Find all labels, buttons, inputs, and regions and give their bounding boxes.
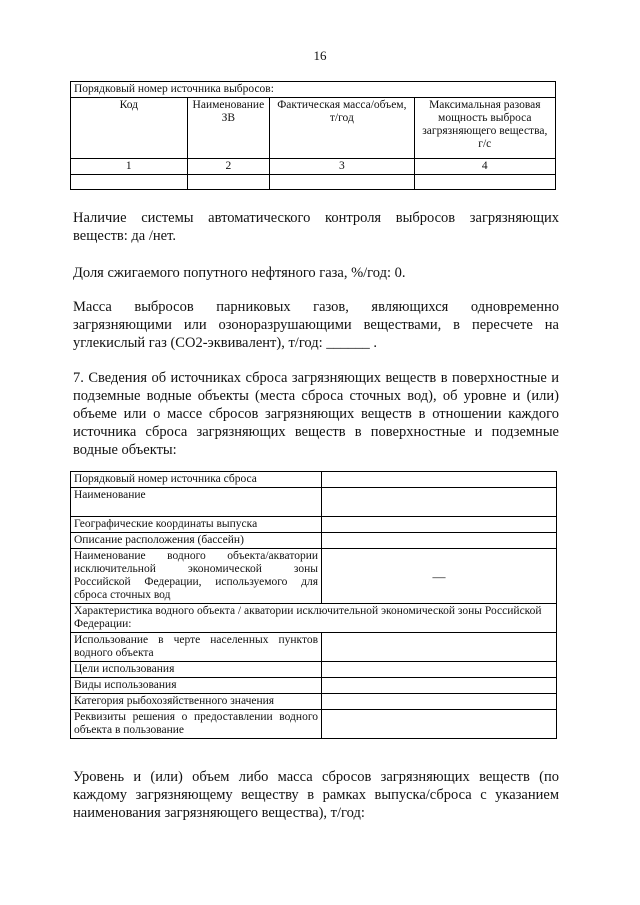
discharge-location-value	[322, 533, 557, 549]
discharge-name-label: Наименование	[71, 488, 322, 517]
column-number-2: 2	[187, 159, 270, 175]
header-code: Код	[71, 98, 188, 159]
empty-cell	[414, 175, 555, 190]
emission-source-number-row	[71, 82, 556, 98]
auto-control-paragraph: Наличие системы автоматического контроля выбросов загрязняющих веществ: да /нет.	[73, 210, 559, 244]
use-purpose-label: Цели использования	[71, 662, 322, 678]
greenhouse-gas-paragraph: Масса выбросов парниковых газов, являющихся одновременно загрязняющими или озоноразрушающими веществами, в пересчете на углекислый газ (СО2-эквивалент), т/год: ______ .	[73, 299, 559, 351]
water-body-characteristic-header: Характеристика водного объекта / акватории исключительной экономической зоны Российской Федерации:	[71, 604, 557, 633]
use-types-value	[322, 678, 557, 694]
discharge-table-row	[71, 678, 557, 694]
discharge-table-row	[71, 517, 557, 533]
emission-table-empty-row	[71, 175, 556, 190]
page-number: 16	[313, 48, 327, 63]
discharge-table-row	[71, 633, 557, 662]
header-pollutant-name: Наименование ЗВ	[187, 98, 270, 159]
water-body-name-label: Наименование водного объекта/акватории исключительной экономической зоны Российской Федерации, используемого для сброса сточных вод	[71, 549, 322, 604]
discharge-table-row	[71, 472, 557, 488]
discharge-source-number-label: Порядковый номер источника сброса	[71, 472, 322, 488]
empty-cell	[187, 175, 270, 190]
section-7-paragraph: 7. Сведения об источниках сброса загрязняющих веществ в поверхностные и подземные водные объекты (места сброса сточных вод), об уровне и (или) объеме или о массе сбросов загрязняющих веществ в отношении каждого источника сброса загрязняющих веществ в поверхностные и подземные водные объекты:	[73, 370, 559, 458]
emission-source-number-label: Порядковый номер источника выбросов:	[71, 82, 556, 98]
discharge-table-row	[71, 604, 557, 633]
discharge-table-row	[71, 533, 557, 549]
fishery-category-label: Категория рыбохозяйственного значения	[71, 694, 322, 710]
discharge-table-row	[71, 694, 557, 710]
discharge-location-label: Описание расположения (бассейн)	[71, 533, 322, 549]
discharge-table-row	[71, 662, 557, 678]
use-purpose-value	[322, 662, 557, 678]
use-decision-details-value	[322, 710, 557, 739]
emission-table-header-row	[71, 98, 556, 159]
use-decision-details-label: Реквизиты решения о предоставлении водного объекта в пользование	[71, 710, 322, 739]
settlement-use-label: Использование в черте населенных пунктов водного объекта	[71, 633, 322, 662]
settlement-use-value	[322, 633, 557, 662]
discharge-table-row	[71, 488, 557, 517]
column-number-1: 1	[71, 159, 188, 175]
emission-table-numbering-row	[71, 159, 556, 175]
column-number-3: 3	[270, 159, 414, 175]
emission-source-table	[70, 81, 556, 190]
discharge-coordinates-label: Географические координаты выпуска	[71, 517, 322, 533]
discharge-table-row	[71, 710, 557, 739]
empty-cell	[71, 175, 188, 190]
discharge-table-row	[71, 549, 557, 604]
discharge-level-paragraph: Уровень и (или) объем либо масса сбросов загрязняющих веществ (по каждому загрязняющему веществу в рамках выпуска/сброса с указанием наименования загрязняющего вещества), т/год:	[73, 769, 559, 821]
gas-share-paragraph: Доля сжигаемого попутного нефтяного газа, %/год: 0.	[73, 265, 406, 281]
discharge-source-table	[70, 471, 557, 739]
header-actual-mass: Фактическая масса/объем, т/год	[270, 98, 414, 159]
discharge-coordinates-value	[322, 517, 557, 533]
fishery-category-value	[322, 694, 557, 710]
discharge-source-number-value	[322, 472, 557, 488]
water-body-name-value: —	[322, 549, 557, 604]
empty-cell	[270, 175, 414, 190]
use-types-label: Виды использования	[71, 678, 322, 694]
column-number-4: 4	[414, 159, 555, 175]
discharge-name-value	[322, 488, 557, 517]
header-max-emission-power: Максимальная разовая мощность выброса загрязняющего вещества, г/с	[414, 98, 555, 159]
